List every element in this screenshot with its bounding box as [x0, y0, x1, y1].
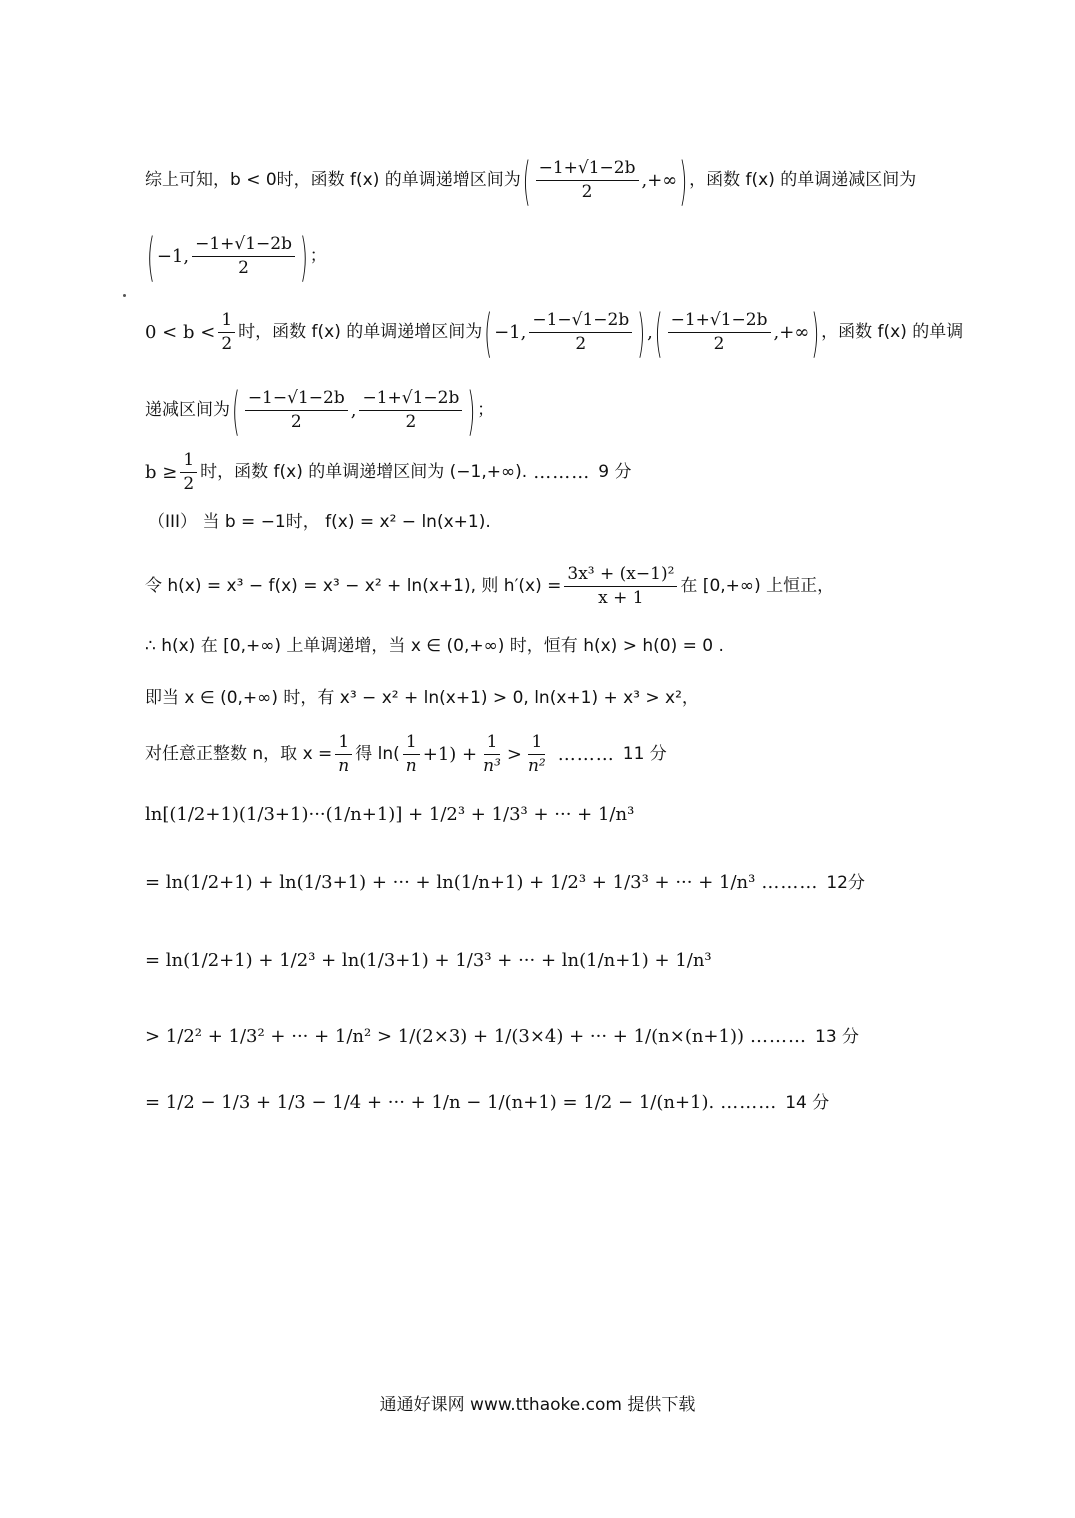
- semicolon: ；: [309, 246, 327, 266]
- paren-close: ): [679, 149, 688, 212]
- fraction-denominator: 2: [183, 474, 195, 494]
- fraction-numerator: 1: [335, 734, 352, 755]
- substitute-intro: 对任意正整数 n，取 x =: [145, 744, 333, 764]
- fraction: [668, 312, 771, 353]
- line-sum-start: [145, 806, 634, 824]
- line-case-b-ge-half: [145, 452, 631, 493]
- text-summary-intro: 综上可知，: [145, 170, 230, 190]
- fraction-numerator: 1: [218, 312, 235, 333]
- fraction-denominator: 2: [405, 412, 417, 432]
- score-label: 12分: [826, 872, 865, 893]
- fraction-denominator: 2: [290, 412, 302, 432]
- score-dots: ………: [750, 1026, 808, 1047]
- comma: ,: [350, 399, 357, 421]
- score-label: 11 分: [622, 744, 667, 764]
- fraction-derivative: [564, 566, 677, 607]
- interval-tail: ,+∞: [641, 169, 678, 191]
- text-increasing-interval: 时，函数 f(x) 的单调递增区间为 (−1,+∞).: [200, 462, 528, 482]
- sum-expression: = ln(1/2+1) + 1/2³ + ln(1/3+1) + 1/3³ + ··· + ln(1/n+1) + 1/n³: [145, 950, 712, 971]
- fraction: [192, 236, 295, 277]
- score-label: 13 分: [815, 1026, 860, 1047]
- line-define-h: [145, 566, 834, 607]
- line-sum-ln-split: [145, 874, 865, 892]
- paren-open: (: [484, 301, 493, 364]
- score-dots: ………: [557, 743, 615, 765]
- line-telescoping: [145, 1094, 829, 1112]
- text-decreasing-intro: ，函数 f(x) 的单调递减区间为: [689, 170, 917, 190]
- paren-close: ): [811, 301, 820, 364]
- paren-close: ): [467, 379, 476, 442]
- text-de-ln: 得 ln(: [355, 744, 400, 764]
- fraction-numerator: 3x³ + (x−1)²: [564, 566, 677, 587]
- fraction: [403, 734, 420, 775]
- fraction-denominator: n³: [483, 756, 501, 776]
- sum-expression: ln[(1/2+1)(1/3+1)···(1/n+1)] + 1/2³ + 1/3³ + ··· + 1/n³: [145, 804, 635, 825]
- paren-open: (: [522, 149, 531, 212]
- inequality-text: b ≥: [145, 461, 178, 483]
- fraction: [525, 734, 549, 775]
- fraction-denominator: n²: [527, 756, 546, 776]
- fraction-denominator: 2: [713, 334, 725, 354]
- scan-speck: [123, 294, 126, 297]
- fraction-numerator: −1−√1−2b: [529, 312, 632, 333]
- monotonic-statement: ∴ h(x) 在 [0,+∞) 上单调递增，当 x ∈ (0,+∞) 时，恒有 h(x) > h(0) = 0 .: [145, 636, 724, 656]
- text-decreasing-intro: ，函数 f(x) 的单调: [821, 322, 964, 342]
- line-part-iii: [148, 514, 491, 531]
- fraction-half: [180, 452, 197, 493]
- text-condition: b < 0时，函数 f(x) 的单调递增区间为: [230, 170, 521, 190]
- fraction-numerator: −1+√1−2b: [359, 390, 462, 411]
- fraction-denominator: n: [405, 756, 417, 776]
- fraction-numerator: −1+√1−2b: [192, 236, 295, 257]
- paren-open: (: [654, 301, 663, 364]
- fraction-denominator: 2: [221, 334, 233, 354]
- semicolon: ；: [477, 400, 495, 420]
- fraction-numerator: 1: [180, 452, 197, 473]
- fraction-denominator: 2: [581, 182, 593, 202]
- line-decreasing-interval-2: [145, 379, 495, 442]
- fraction-numerator: 1: [484, 734, 501, 755]
- score-dots: ………: [761, 872, 819, 893]
- fraction-numerator: −1+√1−2b: [536, 160, 639, 181]
- fraction-numerator: 1: [528, 734, 545, 755]
- line-monotonic: [145, 638, 724, 655]
- inequality-statement: 即当 x ∈ (0,+∞) 时，有 x³ − x² + ln(x+1) > 0, ln(x+1) + x³ > x²，: [145, 688, 699, 708]
- line-summary-b-negative: [145, 149, 917, 212]
- fraction: [536, 160, 639, 201]
- positivity-text: 在 [0,+∞) 上恒正，: [680, 576, 835, 596]
- text-increasing-intro: 时，函数 f(x) 的单调递增区间为: [238, 322, 483, 342]
- interval-head: −1,: [494, 321, 527, 343]
- line-sum-bound: [145, 1028, 859, 1046]
- score-label: 14 分: [785, 1092, 830, 1113]
- footer-watermark: 通通好课网 www.tthaoke.com 提供下载: [379, 1395, 696, 1415]
- fraction: [529, 312, 632, 353]
- score-label: 9 分: [598, 462, 632, 482]
- inequality-text: 0 < b <: [145, 321, 216, 343]
- paren-open: (: [232, 379, 240, 442]
- comma: ,: [647, 321, 653, 343]
- score-dots: ………: [533, 461, 591, 483]
- define-h-text: 令 h(x) = x³ − f(x) = x³ − x² + ln(x+1), 则 h′(x) =: [145, 576, 562, 596]
- fraction-denominator: n: [338, 756, 350, 776]
- fraction-numerator: 1: [403, 734, 420, 755]
- score-dots: ………: [720, 1092, 778, 1113]
- part-iii-statement: （III） 当 b = −1时， f(x) = x² − ln(x+1).: [148, 512, 491, 532]
- paren-close: ): [637, 301, 646, 364]
- line-sum-regroup: [145, 952, 712, 970]
- line-substitute-n: [145, 734, 667, 775]
- fraction: [335, 734, 352, 775]
- plus-one-text: +1) +: [422, 743, 478, 765]
- fraction-numerator: −1−√1−2b: [245, 390, 348, 411]
- fraction-half: [218, 312, 235, 353]
- line-case-b-between: [145, 301, 964, 364]
- fraction: [245, 390, 348, 431]
- greater-than: >: [506, 743, 522, 765]
- interval-head: −1,: [156, 245, 190, 267]
- fraction-denominator: x + 1: [598, 588, 644, 608]
- interval-tail: ,+∞: [773, 321, 810, 343]
- fraction-numerator: −1+√1−2b: [668, 312, 771, 333]
- line-inequality: [145, 690, 699, 707]
- fraction-denominator: 2: [238, 258, 249, 278]
- paren-open: (: [147, 225, 155, 288]
- paren-close: ): [299, 225, 308, 288]
- sum-expression: = ln(1/2+1) + ln(1/3+1) + ··· + ln(1/n+1) + 1/2³ + 1/3³ + ··· + 1/n³: [145, 872, 756, 893]
- fraction: [480, 734, 504, 775]
- text-decreasing-label: 递减区间为: [145, 400, 230, 420]
- fraction-denominator: 2: [575, 334, 587, 354]
- fraction: [359, 390, 462, 431]
- sum-expression: > 1/2² + 1/3² + ··· + 1/n² > 1/(2×3) + 1/(3×4) + ··· + 1/(n×(n+1)): [145, 1026, 745, 1047]
- line-decreasing-interval: [145, 225, 327, 288]
- sum-expression: = 1/2 − 1/3 + 1/3 − 1/4 + ··· + 1/n − 1/(n+1) = 1/2 − 1/(n+1).: [145, 1092, 715, 1113]
